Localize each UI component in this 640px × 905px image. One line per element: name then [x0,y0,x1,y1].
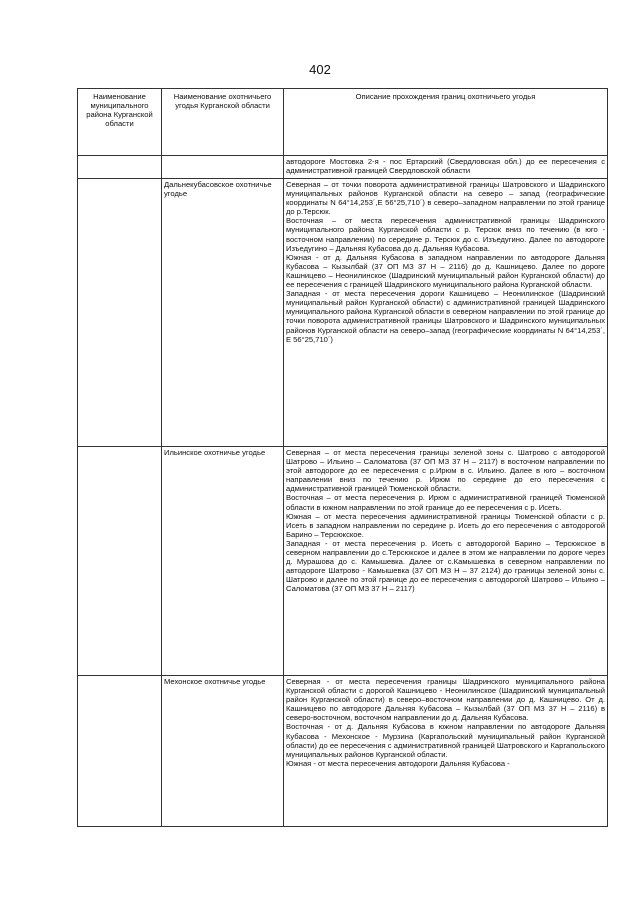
header-boundary-description: Описание прохождения границ охотничьего угодья [284,89,608,156]
district-cell [78,179,162,447]
table-row [78,676,608,827]
description-paragraph: Северная - от места пересечения границы Шадринского муниципального района Курганской области с дорогой Кашницево - Неонилинское (Шадринский муниципальный район Курганской области) в северо–восточном направлении до д. Кашницево. От д. Кашницево по автодороге Дальняя Кубасова – Кызылбай (37 ОП МЗ 37 Н – 2116) в северо-восточном, восточном направлении до д. Дальняя Кубасова. [286,677,605,723]
description-paragraph: Западная - от места пересечения дороги Кашницево – Неонилинское (Шадринский муниципальный район Курганской области) с административной границей Шадринского муниципального района Курганской области в северном направлении по этой границе до точки поворота административной границы Шатровского и Шадринского муниципальных районов Курганской области на северо–запад (географические координаты N 64°14,253´, Е 56°25,710´) [286,289,605,344]
description-paragraph: Северная – от места пересечения границы зеленой зоны с. Шатрово с автодорогой Шатрово – Ильино – Саломатова (37 ОП МЗ 37 Н – 2117) в восточном направлении по этой автодороге до ее пересечения с р.Ирюм в с. Ильино. Далее в юго – восточном направлении вниз по течению р. Ирюм по середине до его пересечения с административной границей Тюменской области. [286,448,605,494]
description-paragraph: Восточная – от места пересечения административной границы Шадринского муниципального района Курганской области с р. Терсюк вниз по течению (в юго - восточном направлении) по середине р. Терсюк до с. Изъедугино. Далее по автодороге Изъедугино – Дальняя Кубасова до д. Дальняя Кубасова. [286,216,605,253]
description-paragraph: Восточная - от д. Дальняя Кубасова в южном направлении по автодороге Дальняя Кубасова - Мехонское - Мурзина (Каргапольский муниципальный район Курганской области) до ее пересечения с административной границей Шатровского и Каргапольского муниципальных районов Курганской области. [286,722,605,759]
table-header-row [78,89,608,156]
hunting-ground-name: Дальнекубасовское охотничье угодье [162,179,284,447]
description-paragraph: Восточная – от места пересечения р. Ирюм с административной границей Тюменской области в южном направлении по этой границе до ее пересечения с р. Исеть. [286,493,605,512]
boundary-description [284,156,608,179]
header-district: Наименование муниципального района Курганской области [78,89,162,156]
page-number: 402 [309,62,331,77]
district-cell [78,156,162,179]
table-row [78,447,608,676]
boundary-description [284,447,608,676]
description-paragraph: Южная - от д. Дальняя Кубасова в западном направлении по автодороге Дальняя Кубасова – Кызылбай (37 ОП МЗ 37 Н – 2116) до д. Кашницево. Далее по дороге Кашницево – Неонилинское (Шадринский муниципальный район Курганской области) до ее пересечения с границей Шадринского муниципального района Курганской области. [286,252,605,290]
description-paragraph: Южная - от места пересечения автодороги Дальняя Кубасова - [286,758,510,768]
description-paragraph: Западная - от места пересечения р. Исеть с автодорогой Барино – Терсюкское в северном направлении до с.Терсюкское и далее в этом же направлении по дороге через д. Мурашова до с. Камышевка. Далее от с.Камышевка в северном направлении по автодороге Шатрово - Камышевка (37 ОП МЗ Н – 37 2124) до границы зеленой зоны с. Шатрово и далее по этой границе до ее пересечения с автодорогой Шатрово – Ильино – Саломатова (37 ОП МЗ 37 Н – 2117) [286,538,605,594]
description-paragraph: автодороге Мостовка 2-я - пос Ертарский (Свердловская обл.) до ее пересечения с административной границей Свердловской области [286,157,605,176]
header-hunting-ground-name: Наименование охотничьего угодья Курганской области [162,89,284,156]
boundary-description [284,179,608,447]
hunting-ground-name [162,156,284,179]
description-paragraph: Северная – от точки поворота административной границы Шатровского и Шадринского муниципальных районов Курганской области на северо – запад (географические координаты N 64°14,253´,Е 56°25,710´) в северо–западном направлении по этой границе до р.Терсюк. [286,180,605,217]
district-cell [78,676,162,827]
hunting-ground-name: Мехонское охотничье угодье [162,676,284,827]
district-cell [78,447,162,676]
hunting-grounds-table [77,88,608,827]
description-paragraph: Южная – от места пересечения административной границы Тюменской области с р. Исеть в западном направлении по середине р. Исеть до его пересечения с автодорогой Барино – Терсюкское. [286,511,605,539]
table-row [78,179,608,447]
boundary-description [284,676,608,827]
table-row [78,156,608,179]
hunting-ground-name: Ильинское охотничье угодье [162,447,284,676]
